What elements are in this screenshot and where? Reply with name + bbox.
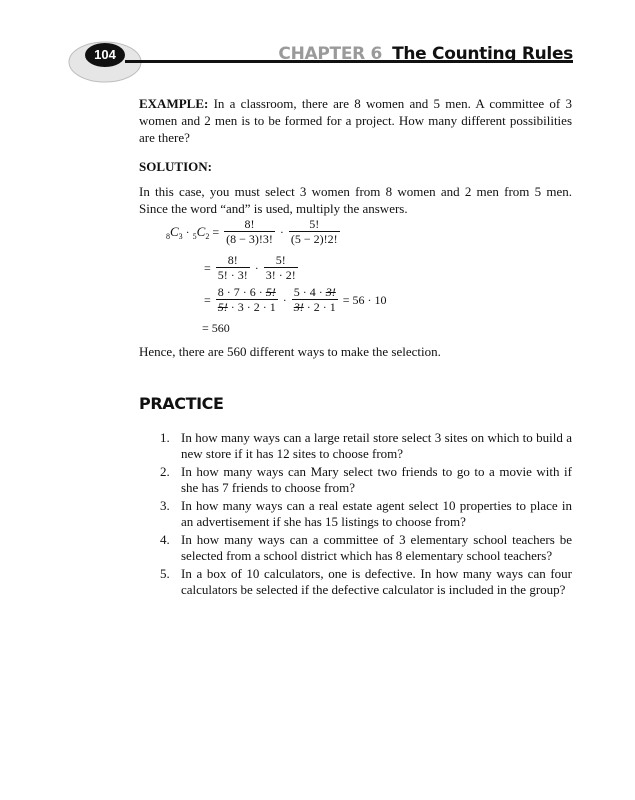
solution-label: SOLUTION:	[139, 159, 212, 174]
lhs-expression: $_8C_3 \cdot _5C_2$ =	[166, 223, 220, 241]
example-paragraph	[139, 95, 572, 146]
example-label: EXAMPLE:	[139, 96, 209, 111]
page-header	[0, 0, 635, 90]
fraction: $\frac{8!}{5! \cdot 3!}$	[217, 253, 248, 282]
conclusion-text: Hence, there are 560 different ways to make the selection.	[139, 344, 441, 359]
fraction: $\frac{5 \cdot 4 \cdot 3!}{3! \cdot 2 \cdot 1}$	[293, 285, 336, 314]
intermediate-result: = 56 · 10	[342, 292, 387, 307]
equation-line-3: = $\frac{8 \cdot 7 \cdot 6 \cdot 5!}{5! \cdot 3 \cdot 2 \cdot 1}$ · $\frac{5 \cdot 4 \cdot 3!}{3! \cdot 2 \cdot 1}$ = 56 · 10	[204, 285, 387, 314]
list-item: 5. In a box of 10 calculators, one is defective. In how many ways can four calculators be selected if the defective calculator is included in the group?	[160, 566, 572, 597]
fraction: $\frac{5!}{(5 - 2)!2!}$	[290, 217, 338, 246]
combination-equation	[164, 215, 424, 340]
list-item: 2. In how many ways can Mary select two friends to go to a movie with if she has 7 friends to choose from?	[160, 464, 572, 495]
running-head	[278, 44, 573, 64]
fraction: $\frac{8!}{(8 - 3)!3!}$	[226, 217, 273, 246]
list-item: 3. In how many ways can a real estate agent select 10 properties to place in an advertisement if she has 15 listings to choose from?	[160, 498, 572, 529]
practice-list	[139, 430, 572, 600]
chapter-label: CHAPTER 6	[278, 44, 383, 64]
equation-line-4: = 560	[202, 321, 230, 335]
fraction: $\frac{5!}{3! \cdot 2!}$	[265, 253, 296, 282]
chapter-title: The Counting Rules	[392, 44, 573, 64]
practice-heading: PRACTICE	[139, 394, 224, 413]
example-block	[139, 95, 572, 146]
solution-block	[139, 158, 572, 217]
list-item: 1. In how many ways can a large retail store select 3 sites on which to build a new store if it has 12 sites to choose from?	[160, 430, 572, 461]
page-number: 104	[94, 47, 116, 62]
conclusion-block	[139, 343, 572, 360]
example-text: In a classroom, there are 8 women and 5 men. A committee of 3 women and 2 men is to be formed for a project. How many different possibilities are there?	[139, 96, 573, 145]
fraction: $\frac{8 \cdot 7 \cdot 6 \cdot 5!}{5! \cdot 3 \cdot 2 \cdot 1}$	[217, 285, 276, 314]
solution-text: In this case, you must select 3 women from 8 women and 2 men from 5 men. Since the word “and” is used, multiply the answers.	[139, 184, 572, 216]
list-item: 4. In how many ways can a committee of 3 elementary school teachers be selected from a school district which has 8 elementary school teachers?	[160, 532, 572, 563]
equation-line-1: $_8C_3 \cdot _5C_2$ = $\frac{8!}{(8 - 3)!3!}$ · $\frac{5!}{(5 - 2)!2!}$	[166, 217, 338, 246]
equation-line-2: = $\frac{8!}{5! \cdot 3!}$ · $\frac{5!}{3! \cdot 2!}$	[204, 253, 296, 282]
